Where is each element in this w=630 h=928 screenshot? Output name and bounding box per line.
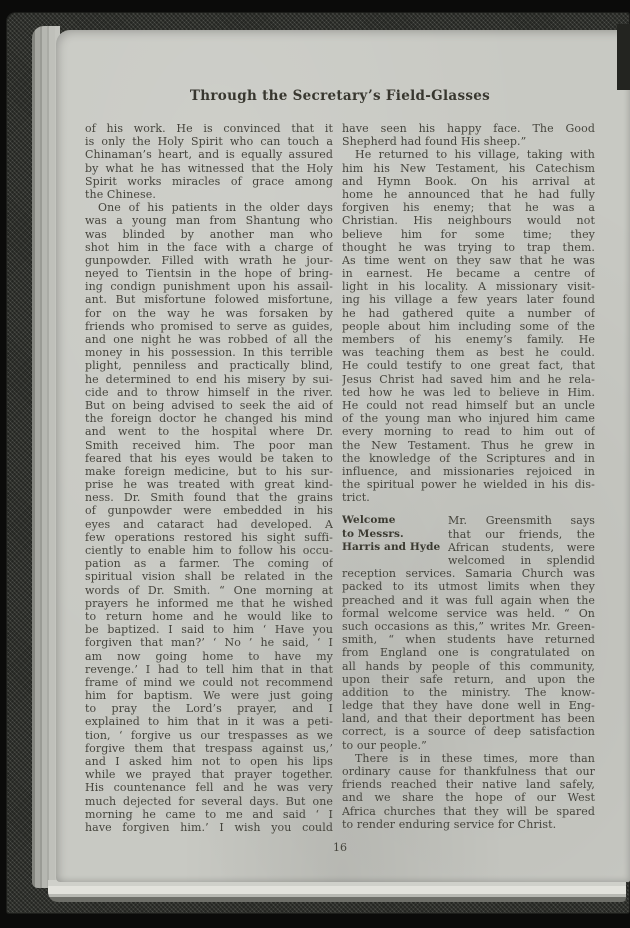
text-line: words of Dr. Smith. “ One morning at [85, 583, 333, 597]
text-line: spiritual vision shall be related in the [85, 570, 333, 584]
text-line: prise he was treated with great kind- [85, 478, 333, 492]
text-line: His countenance fell and he was very [85, 781, 333, 795]
text-line: land, and that their deportment has been [342, 712, 595, 726]
text-line: have seen his happy face. The Good [342, 122, 595, 135]
text-line: light in his locality. A missionary visit- [342, 280, 595, 294]
text-line: plight, penniless and practically blind, [85, 359, 333, 373]
text-line: home he announced that he had fully [342, 187, 595, 201]
text-line: Welcome [342, 514, 396, 527]
scan-shadow-top-right [617, 24, 630, 90]
text-line: smith, “ when students have returned [342, 633, 595, 647]
text-line: Shepherd had found His sheep.” [342, 135, 527, 149]
text-line: have forgiven him.’ I wish you could [85, 820, 333, 834]
text-line: Jesus Christ had saved him and he rela- [342, 372, 595, 386]
text-line: of the young man who injured him came [342, 412, 595, 426]
sidehead-adjacent-text [448, 514, 595, 567]
text-line: friends who promised to serve as guides, [85, 319, 333, 333]
text-line: him for baptism. We were just going [85, 689, 333, 703]
text-line: upon their safe return, and upon the [342, 672, 595, 686]
text-line: morning he came to me and said ‘ I [85, 807, 333, 821]
text-line: that our friends, the [448, 527, 595, 541]
text-line: forgive them that trespass against us,’ [85, 741, 333, 755]
text-line: people about him including some of the [342, 319, 595, 333]
text-line: feared that his eyes would be taken to [85, 451, 333, 465]
text-line: while we prayed that prayer together. [85, 768, 333, 782]
text-line: ledge that they have done well in Eng- [342, 699, 595, 713]
text-line: He could not read himself but an uncle [342, 398, 595, 412]
text-line: ness. Dr. Smith found that the grains [85, 491, 333, 505]
text-line: believe him for some time; they [342, 227, 595, 241]
text-line: He could testify to one great fact, that [342, 359, 595, 373]
text-line: the knowledge of the Scriptures and in [342, 451, 595, 465]
page-header: Through the Secretary’s Field-Glasses [189, 88, 491, 104]
text-line: and Hymn Book. On his arrival at [342, 174, 595, 188]
text-line: for on the way he was forsaken by [85, 306, 333, 320]
text-line: pation as a farmer. The coming of [85, 557, 333, 571]
text-line: trict. [342, 491, 370, 505]
text-line: am now going home to have my [85, 649, 333, 663]
text-line: As time went on they saw that he was [342, 253, 595, 267]
text-line: Christian. His neighbours would not [342, 214, 595, 228]
text-line: is only the Holy Spirit who can touch a [85, 135, 333, 149]
text-line: all hands by people of this community, [342, 659, 595, 673]
text-line: reception services. Samaria Church was [342, 567, 595, 581]
text-line: he had gathered quite a number of [342, 306, 595, 320]
text-line: correct, is a source of deep satisfaction [342, 725, 595, 739]
text-line: Africa churches that they will be spared [342, 804, 595, 818]
text-line: be baptized. I said to him ‘ Have you [85, 623, 333, 637]
text-line: money in his possession. In this terrible [85, 346, 333, 360]
text-line: gunpowder. Filled with wrath he jour- [85, 253, 333, 267]
page-number: 16 [333, 841, 347, 854]
text-line: formal welcome service was held. “ On [342, 606, 595, 620]
text-line: neyed to Tientsin in the hope of bring- [85, 267, 333, 281]
text-line: the foreign doctor he changed his mind [85, 412, 333, 426]
text-line: and I asked him not to open his lips [85, 755, 333, 768]
text-line: friends reached their native land safely, [342, 778, 595, 792]
section-sidehead-row [342, 514, 595, 567]
text-line: prayers he informed me that he wished [85, 596, 333, 610]
text-line: was a young man from Shantung who [85, 214, 333, 228]
text-line: ing condign punishment upon his assail- [85, 280, 333, 294]
text-line: from England one is congratulated on [342, 646, 595, 660]
text-line: members of his enemy’s family. He [342, 333, 595, 346]
text-line: and one night he was robbed of all the [85, 333, 333, 346]
text-line: explained to him that in it was a peti- [85, 715, 333, 729]
text-line: was teaching them as best he could. [342, 346, 595, 360]
text-line: But on being advised to seek the aid of [85, 398, 333, 412]
text-line: packed to its utmost limits when they [342, 580, 595, 594]
text-line: ciently to enable him to follow his occu- [85, 544, 333, 557]
text-line: the Chinese. [85, 187, 156, 201]
text-line: Smith received him. The poor man [85, 438, 333, 452]
text-line: shot him in the face with a charge of [85, 240, 333, 254]
text-line: of gunpowder were embedded in his [85, 504, 333, 518]
text-line: forgiven that man?’ ‘ No ’ he said, ‘ I [85, 636, 333, 650]
text-line: ant. But misfortune folowed misfortune, [85, 293, 333, 307]
text-line: was blinded by another man who [85, 227, 333, 241]
page-edges-bottom [48, 880, 626, 902]
text-line: every morning to read to him out of [342, 425, 595, 439]
text-line: to render enduring service for Christ. [342, 817, 557, 831]
text-line: ordinary cause for thankfulness that our [342, 765, 595, 778]
text-line: of his work. He is convinced that it [85, 122, 333, 135]
text-line: much dejected for several days. But one [85, 794, 333, 808]
section-sidehead [342, 514, 442, 567]
text-line: to our people.” [342, 738, 427, 752]
text-line: influence, and missionaries rejoiced in [342, 464, 595, 478]
text-line: by what he has witnessed that the Holy [85, 161, 333, 175]
text-line: and went to the hospital where Dr. [85, 425, 333, 439]
text-line: few operations restored his sight suffi- [85, 530, 333, 544]
text-line: eyes and cataract had developed. A [85, 517, 333, 531]
text-line: Harris and Hyde [342, 540, 441, 553]
text-line: such occasions as this,” writes Mr. Green- [342, 619, 595, 633]
text-line: he determined to end his misery by sui- [85, 372, 333, 386]
text-line: the New Testament. Thus he grew in [342, 438, 595, 452]
text-line: cide and to throw himself in the river. [85, 385, 333, 399]
right-column [342, 122, 595, 831]
text-line: forgiven his enemy; that he was a [342, 201, 595, 215]
text-line: and we share the hope of our West [342, 791, 595, 805]
text-line: make foreign medicine, but to his sur- [85, 464, 333, 478]
text-line: One of his patients in the older days [98, 201, 333, 215]
text-line: to return home and he would like to [85, 609, 333, 623]
text-line: preached and it was full again when the [342, 593, 595, 607]
text-line: There is in these times, more than [355, 751, 595, 765]
text-line: the spiritual power he wielded in his dis- [342, 478, 595, 492]
text-line: revenge.’ I had to tell him that in that [85, 662, 333, 676]
left-column [85, 122, 333, 834]
text-line: in earnest. He became a centre of [342, 267, 595, 281]
text-line: to pray the Lord’s prayer, and I [85, 702, 333, 716]
text-line: thought he was trying to trap them. [342, 240, 595, 254]
text-line: him his New Testament, his Catechism [342, 161, 595, 175]
text-line: African students, were [448, 540, 595, 554]
text-line: tion, ‘ forgive us our trespasses as we [85, 728, 333, 742]
text-line: welcomed in splendid [448, 554, 595, 567]
text-line: Chinaman’s heart, and is equally assured [85, 148, 333, 162]
text-line: ted how he was led to believe in Him. [342, 385, 595, 399]
text-line: frame of mind we could not recommend [85, 675, 333, 689]
text-line: Spirit works miracles of grace among [85, 174, 333, 188]
text-line: to Messrs. [342, 527, 404, 540]
text-line: addition to the ministry. The know- [342, 685, 595, 699]
text-line: He returned to his village, taking with [355, 148, 595, 162]
text-line: Mr. Greensmith says [448, 514, 595, 528]
text-line: ing his village a few years later found [342, 293, 595, 307]
